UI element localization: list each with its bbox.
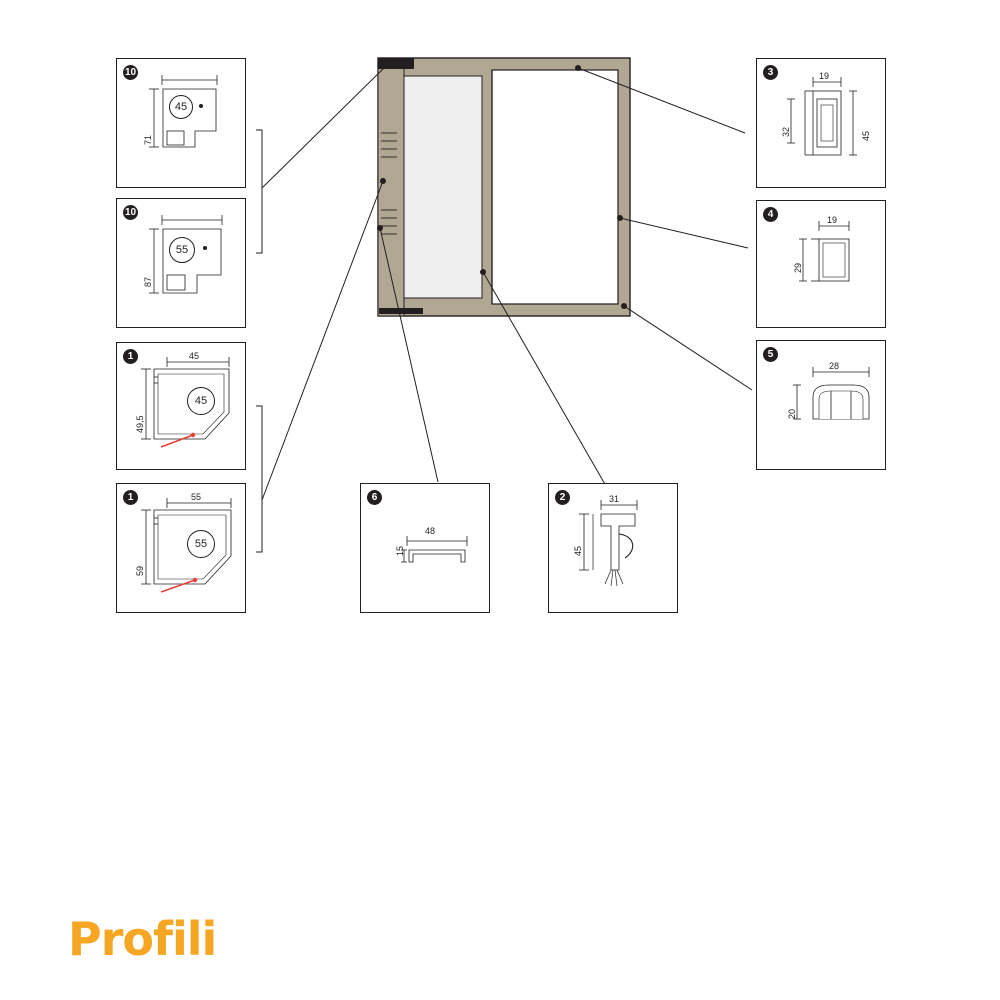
dimension-width: 48 (425, 526, 436, 536)
callout-3[interactable] (756, 58, 886, 188)
callout-4-drawing (757, 201, 887, 329)
callout-2-drawing (549, 484, 679, 614)
callout-6[interactable] (360, 483, 490, 613)
callout-5-drawing (757, 341, 887, 471)
brand-logo: Profili (68, 912, 217, 966)
dimension-height: 29 (793, 262, 803, 273)
callout-4[interactable] (756, 200, 886, 328)
profile-size-label: 45 (187, 387, 215, 415)
dimension-height: 45 (573, 545, 583, 556)
callout-badge: 3 (763, 65, 778, 80)
dimension-height: 87 (143, 276, 153, 287)
dimension-width: 55 (191, 492, 202, 502)
callout-badge: 5 (763, 347, 778, 362)
dimension-width: 19 (819, 71, 830, 81)
callout-badge: 6 (367, 490, 382, 505)
headbox-cap (378, 58, 414, 69)
callout-brackets (256, 130, 262, 552)
dimension-width: 31 (609, 494, 620, 504)
callout-10-top-drawing (117, 59, 247, 189)
fabric-panel (404, 76, 482, 298)
callout-1-bottom-drawing (117, 484, 247, 614)
callout-6-drawing (361, 484, 491, 614)
callout-3-drawing (757, 59, 887, 189)
dimension-height: 71 (143, 134, 153, 145)
dimension-width: 19 (827, 215, 838, 225)
callout-2[interactable] (548, 483, 678, 613)
callout-badge: 1 (123, 490, 138, 505)
motor-cable-fray (605, 570, 623, 586)
frame-opening-right (492, 70, 618, 304)
profile-size-label: 45 (169, 95, 193, 119)
dimension-width: 45 (189, 351, 200, 361)
dimension-height: 49,5 (135, 415, 145, 433)
profile-size-label: 55 (187, 530, 215, 558)
dimension-width: 28 (829, 361, 840, 371)
dimension-height: 20 (787, 408, 797, 419)
callout-5[interactable] (756, 340, 886, 470)
callout-1-top-drawing (117, 343, 247, 471)
profile-size-label: 55 (169, 237, 195, 263)
callout-10-bottom-drawing (117, 199, 247, 329)
bottom-bar-cap (379, 308, 423, 314)
callout-badge: 2 (555, 490, 570, 505)
callout-10-top[interactable] (116, 58, 246, 188)
dimension-height: 15 (395, 545, 405, 556)
dimension-height-left: 32 (781, 126, 791, 137)
dimension-height: 59 (135, 565, 145, 576)
callout-1-top[interactable] (116, 342, 246, 470)
callout-badge: 10 (124, 207, 137, 218)
callout-badge: 10 (124, 67, 137, 78)
callout-10-bottom[interactable] (116, 198, 246, 328)
callout-badge: 1 (123, 349, 138, 364)
callout-1-bottom[interactable] (116, 483, 246, 613)
callout-badge: 4 (763, 207, 778, 222)
dimension-height-right: 45 (861, 130, 871, 141)
